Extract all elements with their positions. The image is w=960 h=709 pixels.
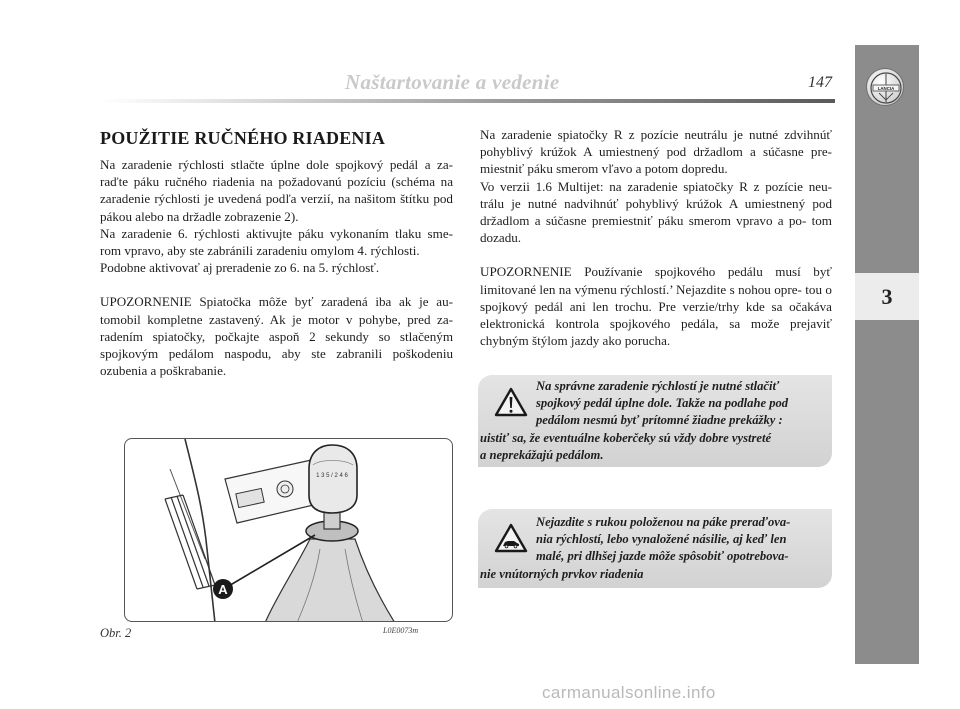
warning-line: a neprekážajú pedálom. [480, 447, 604, 462]
left-paragraph-1 [100, 156, 453, 276]
section-heading: POUŽITIE RUČNÉHO RIADENIA [100, 128, 386, 148]
left-column [100, 156, 453, 379]
side-band [855, 45, 919, 664]
text-line: Na zaradenie spiatočky R z pozície neutrálu je nutné zdvihnúť [480, 127, 832, 142]
chapter-tab[interactable] [855, 273, 919, 320]
text-line: radením spiatočky, počkajte aspoň 2 sekundy so stlačeným [100, 328, 453, 344]
callout-label: A [218, 582, 228, 597]
right-column [480, 126, 832, 349]
text-line: UPOZORNENIE Používanie spojkového pedálu musí byť [480, 264, 832, 280]
text-line: štítku pod pákou alebo na držadle zobrazenie 2). [100, 191, 453, 224]
gear-knob [309, 445, 357, 513]
lancia-logo [866, 68, 904, 106]
logo-text: LANCIA [877, 86, 895, 91]
text-line: na zaradenie rýchlosti je uvedená podľa verzií, na našitom [100, 174, 453, 207]
text-line: Na zaradenie 6. rýchlosti aktivujte páku vykonaním tlaku sme- [100, 225, 453, 241]
warning-1-indented [536, 378, 821, 430]
text-line: trálu je nutné nadvihnúť pohyblivý krúžok A umiestnený pod [480, 195, 832, 211]
text-line: pohyblivý krúžok A umiestnený pod držadlom a súčasne pre- [480, 144, 832, 160]
text-line: tomobil kompletne zastavený. Ak je motor v pohybe, pred za- [100, 311, 453, 327]
warning-triangle-icon [494, 387, 528, 417]
text-line: prejaviť chybným štýlom jazdy ako porucha. [480, 316, 832, 349]
warning-line: pedálom nesmú byť prítomné žiadne prekážky : [536, 413, 783, 428]
warning-1-full [480, 430, 821, 464]
vent-icon [165, 495, 215, 589]
figure-gear-lever [124, 438, 453, 622]
footer-watermark[interactable]: carmanualsonline.info [542, 683, 716, 702]
figure-code: L0E0073m [383, 626, 419, 635]
warning-line: Na správne zaradenie rýchlostí je nutné stlačiť [536, 379, 780, 393]
text-line: Na zaradenie rýchlosti stlačte úplne dole spojkový pedál a za- [100, 157, 453, 172]
text-line: Vo verzii 1.6 Multijet: na zaradenie spiatočky R z pozície neu- [480, 178, 832, 194]
page-number: 147 [808, 74, 832, 91]
text-line: raďte páku ručného riadenia na požadovanú pozíciu (schéma [100, 174, 436, 190]
warning-line: malé, pri dlhšej jazde môže spôsobiť opotrebova- [536, 549, 789, 564]
left-paragraph-2 [100, 293, 453, 379]
warning-box-gear-lever [478, 509, 832, 588]
text-line: držadlom a súčasne premiestniť páku smerom vpravo a po- [480, 213, 807, 229]
text-line: ozubenia a poškrabanie. [100, 363, 227, 379]
text-line: miestniť páku smerom vľavo a potom dopredu. [480, 161, 728, 177]
figure-caption: Obr. 2 [100, 626, 132, 640]
text-line: Podobne aktivovať aj preradenie zo 6. na 5. rýchlosť. [100, 260, 380, 276]
lancia-shield-icon [867, 69, 905, 107]
text-line: tom dozadu. [480, 213, 832, 246]
text-line: rom vpravo, aby ste zabránili zaradeniu omylom 4. rýchlosti. [100, 243, 420, 259]
gear-boot [265, 539, 395, 622]
warning-line: spojkový pedál úplne dole. Takže na podlahe pod [536, 396, 789, 411]
chapter-number: 3 [881, 283, 893, 309]
header-rule [100, 99, 835, 103]
text-line: spojkovým pedálom naspodu, aby ste zabranili poškodeniu [100, 346, 453, 362]
text-line: očakáva elektronická kontrola spojkového pedála, sa može [480, 298, 832, 332]
text-line: tou o spojkový pedál ani len trochu. Pre verzie/trhy kde sa [480, 281, 832, 314]
text-line: limitované len na výmenu rýchlostí.’ Nejazdite s nohou opre- [480, 281, 802, 297]
warning-2-full [480, 566, 821, 583]
warning-box-pedal [478, 375, 832, 467]
gear-knob-markings: 1 3 5 / 2 4 6 [316, 473, 348, 479]
right-paragraph-1 [480, 126, 832, 246]
text-line: UPOZORNENIE Spiatočka môže byť zaradená iba ak je au- [100, 294, 453, 310]
page-header-title: Naštartovanie a vedenie [345, 70, 560, 94]
warning-2-indented [536, 514, 821, 566]
knob-icon [277, 481, 293, 497]
gear-lever-illustration [125, 439, 453, 622]
warning-line: uistiť sa, že eventuálne koberčeky sú vždy dobre vystreté [480, 430, 772, 445]
warning-line: nia rýchlostí, lebo vynaložené násilie, aj keď len [536, 532, 787, 547]
car-damage-triangle-icon [494, 523, 528, 553]
warning-line: nie vnútorných prvkov riadenia [480, 566, 644, 581]
right-paragraph-2 [480, 263, 832, 349]
warning-line: Nejazdite s rukou položenou na páke preraďova- [536, 515, 791, 529]
